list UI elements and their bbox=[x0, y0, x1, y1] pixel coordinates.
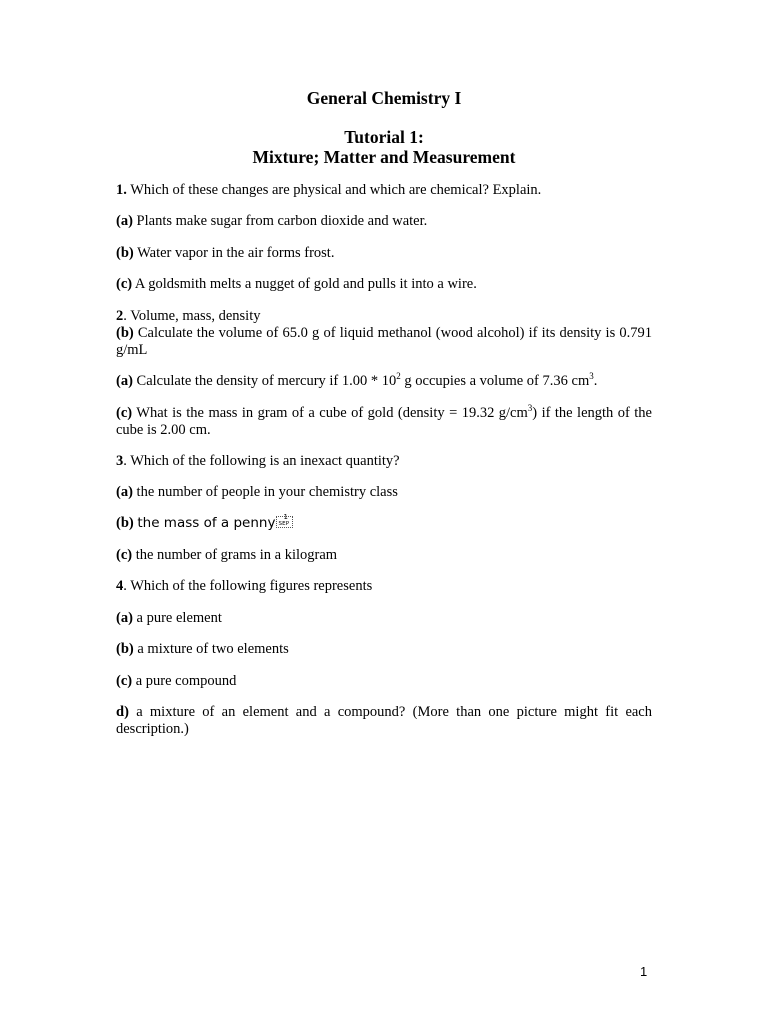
part-text: a pure element bbox=[136, 610, 222, 626]
superscript: 2 bbox=[396, 371, 401, 381]
question-4-part-c bbox=[116, 673, 652, 690]
question-number: 3 bbox=[116, 453, 124, 469]
part-label: (c) bbox=[116, 673, 133, 689]
part-text: g occupies a volume of 7.36 cm bbox=[400, 373, 590, 389]
question-number: 4 bbox=[116, 578, 124, 594]
question-3-part-a bbox=[116, 484, 652, 501]
separator-icon bbox=[276, 513, 293, 528]
part-text: Water vapor in the air forms frost. bbox=[137, 245, 335, 261]
question-text: . Volume, mass, density bbox=[123, 308, 261, 324]
part-label: (a) bbox=[116, 373, 133, 389]
question-4 bbox=[116, 578, 652, 595]
part-label: (c) bbox=[116, 276, 133, 292]
part-text: ) if the length of the cube is 2.00 cm. bbox=[116, 405, 652, 438]
superscript: 3 bbox=[589, 371, 594, 381]
superscript: 3 bbox=[527, 403, 533, 413]
question-2-part-a bbox=[116, 373, 652, 390]
part-label: (a) bbox=[116, 484, 133, 500]
part-text: a pure compound bbox=[135, 673, 237, 689]
part-text: the number of people in your chemistry class bbox=[136, 484, 398, 500]
question-number: 1. bbox=[116, 182, 127, 198]
part-label: (b) bbox=[116, 515, 134, 531]
part-text: Plants make sugar from carbon dioxide and water. bbox=[136, 213, 428, 229]
part-label: (b) bbox=[116, 641, 134, 657]
part-text: a mixture of an element and a compound? (More than one picture might fit each description.) bbox=[116, 704, 652, 737]
part-label: (c) bbox=[116, 547, 133, 563]
question-2-part-c bbox=[116, 405, 652, 439]
part-text: . bbox=[593, 373, 598, 389]
document-title: General Chemistry I bbox=[306, 88, 462, 108]
question-text: . Which of the following is an inexact quantity? bbox=[123, 453, 400, 469]
part-text: A goldsmith melts a nugget of gold and pulls it into a wire. bbox=[134, 276, 477, 292]
question-1-part-b bbox=[116, 245, 652, 262]
question-1 bbox=[116, 182, 652, 199]
question-4-part-b bbox=[116, 641, 652, 658]
part-text: the mass of a penny bbox=[137, 515, 276, 531]
separator-icon-label: SEP bbox=[278, 521, 290, 527]
part-text: Calculate the density of mercury if 1.00 * 10 bbox=[136, 373, 397, 389]
question-3 bbox=[116, 453, 652, 470]
question-1-part-c bbox=[116, 276, 652, 293]
tutorial-heading: Tutorial 1: bbox=[344, 127, 424, 147]
part-text: the number of grams in a kilogram bbox=[135, 547, 338, 563]
question-1-part-a bbox=[116, 213, 652, 230]
question-text: Which of these changes are physical and which are chemical? Explain. bbox=[130, 182, 542, 198]
part-text: What is the mass in gram of a cube of gold (density = 19.32 g/cm bbox=[136, 405, 528, 421]
part-text: a mixture of two elements bbox=[137, 641, 289, 657]
part-label: (c) bbox=[116, 405, 133, 421]
part-label: (a) bbox=[116, 213, 133, 229]
part-label: (b) bbox=[116, 325, 134, 341]
question-2-part-b bbox=[116, 325, 652, 359]
tutorial-subtitle: Mixture; Matter and Measurement bbox=[252, 147, 516, 167]
question-2 bbox=[116, 308, 652, 325]
question-text: . Which of the following figures represents bbox=[123, 578, 373, 594]
question-number: 2 bbox=[116, 308, 124, 324]
question-4-part-a bbox=[116, 610, 652, 627]
question-3-part-c bbox=[116, 547, 652, 564]
separator-icon-number: 1 bbox=[283, 513, 288, 521]
part-label: (b) bbox=[116, 245, 134, 261]
page-number: 1 bbox=[640, 964, 648, 979]
question-4-part-d bbox=[116, 704, 652, 738]
part-text: Calculate the volume of 65.0 g of liquid methanol (wood alcohol) if its density is 0.791 g/mL bbox=[116, 325, 652, 358]
part-label: (a) bbox=[116, 610, 133, 626]
part-label: d) bbox=[116, 704, 129, 720]
question-3-part-b bbox=[116, 515, 652, 532]
